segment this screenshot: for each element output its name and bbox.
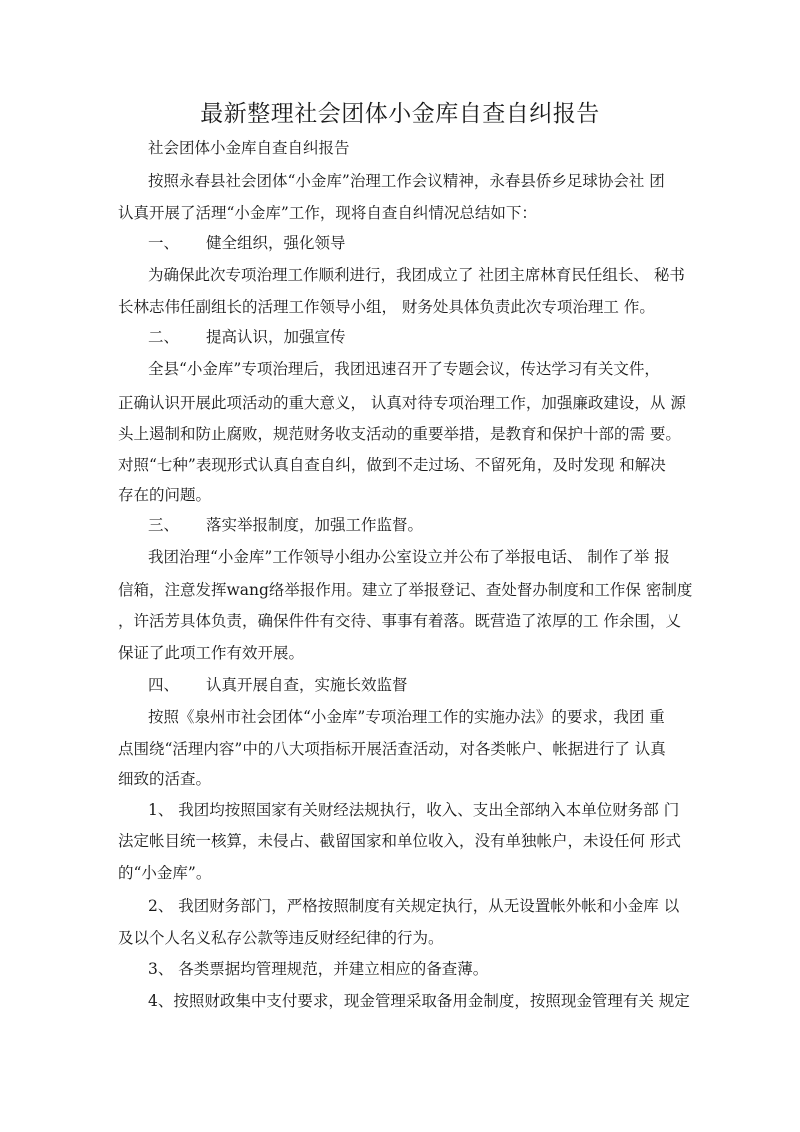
- section-number: 四、: [148, 676, 180, 694]
- section-title: 落实举报制度，加强工作监督。: [206, 516, 424, 534]
- section-heading: [148, 232, 688, 254]
- intro-line: 按照永春县社会团体“小金库”治理工作会议精神，永春县侨乡足球协会社 团: [148, 172, 665, 190]
- paragraph-line: 信箱，注意发挥wang络举报作用。建立了举报登记、查处督办制度和工作保 密制度: [118, 581, 693, 599]
- list-item: 4、按照财政集中支付要求，现金管理采取备用金制度，按照现金管理有关 规定: [148, 992, 690, 1010]
- section-number: 二、: [148, 328, 180, 346]
- paragraph-line: 按照《泉州市社会团体“小金库”专项治理工作的实施办法》的要求，我团 重: [148, 708, 665, 726]
- intro-line: 认真开展了活理“小金库”工作，现将自查自纠情况总结如下：: [118, 204, 537, 222]
- paragraph-line: 全县“小金库”专项治理后，我团迅速召开了专题会议，传达学习有关文件，: [148, 360, 660, 378]
- paragraph-line: ，许活芳具体负责，确保件件有交待、事事有着落。既营造了浓厚的工 作余围，乂: [118, 612, 681, 630]
- paragraph-line: 存在的问题。: [118, 486, 212, 504]
- document-subtitle: 社会团体小金库自查自纠报告: [148, 139, 350, 157]
- list-item: 2、 我团财务部门，严格按照制度有关规定执行，从无设置帐外帐和小金库 以: [148, 897, 680, 915]
- section-heading: [148, 326, 688, 348]
- paragraph-line: 头上遏制和防止腐败，规范财务收支活动的重要举措，是教育和保护十部的需 要。: [118, 425, 681, 443]
- section-title: 认真开展自查，实施长效监督: [206, 676, 408, 694]
- paragraph-line: 正确认识开展此项活动的重大意义， 认真对待专项治理工作，加强廉政建设，从 源: [118, 394, 686, 412]
- section-number: 三、: [148, 516, 180, 534]
- list-item-line: 及以个人名义私存公款等违反财经纪律的行为。: [118, 929, 444, 947]
- paragraph-line: 细致的活查。: [118, 770, 212, 788]
- list-item: 1、 我团均按照国家有关财经法规执行，收入、支出全部纳入本单位财务部 门: [148, 801, 680, 819]
- list-item: 3、 各类票据均管理规范，并建立相应的备查薄。: [148, 960, 489, 978]
- section-heading: [148, 674, 688, 696]
- paragraph-line: 长林志伟任副组长的活理工作领导小组， 财务处具体负责此次专项治理工 作。: [118, 298, 655, 316]
- section-title: 提高认识，加强宣传: [206, 328, 346, 346]
- list-item-line: 法定帐目统一核算，未侵占、截留国家和单位收入，没有单独帐户，未设任何 形式: [118, 832, 681, 850]
- list-item-line: 的“小金库”。: [118, 864, 212, 882]
- paragraph-line: 我团治理“小金库”工作领导小组办公室设立并公布了举报电话、 制作了举 报: [148, 548, 670, 566]
- section-number: 一、: [148, 234, 180, 252]
- paragraph-line: 点围绕“活理内容”中的八大项指标开展活查活动，对各类帐户、帐据进行了 认真: [118, 740, 666, 758]
- paragraph-line: 对照“七种”表现形式认真自查自纠，做到不走过场、不留死角，及时发现 和解决: [118, 456, 666, 474]
- paragraph-line: 保证了此项工作有效开展。: [118, 644, 305, 662]
- section-title: 健全组织，强化领导: [206, 234, 346, 252]
- document-title: 最新整理社会团体小金库自查自纠报告: [200, 101, 600, 127]
- paragraph-line: 为确保此次专项治理工作顺利进行，我团成立了 社团主席林育民任组长、 秘书: [148, 266, 685, 284]
- section-heading: [148, 514, 688, 536]
